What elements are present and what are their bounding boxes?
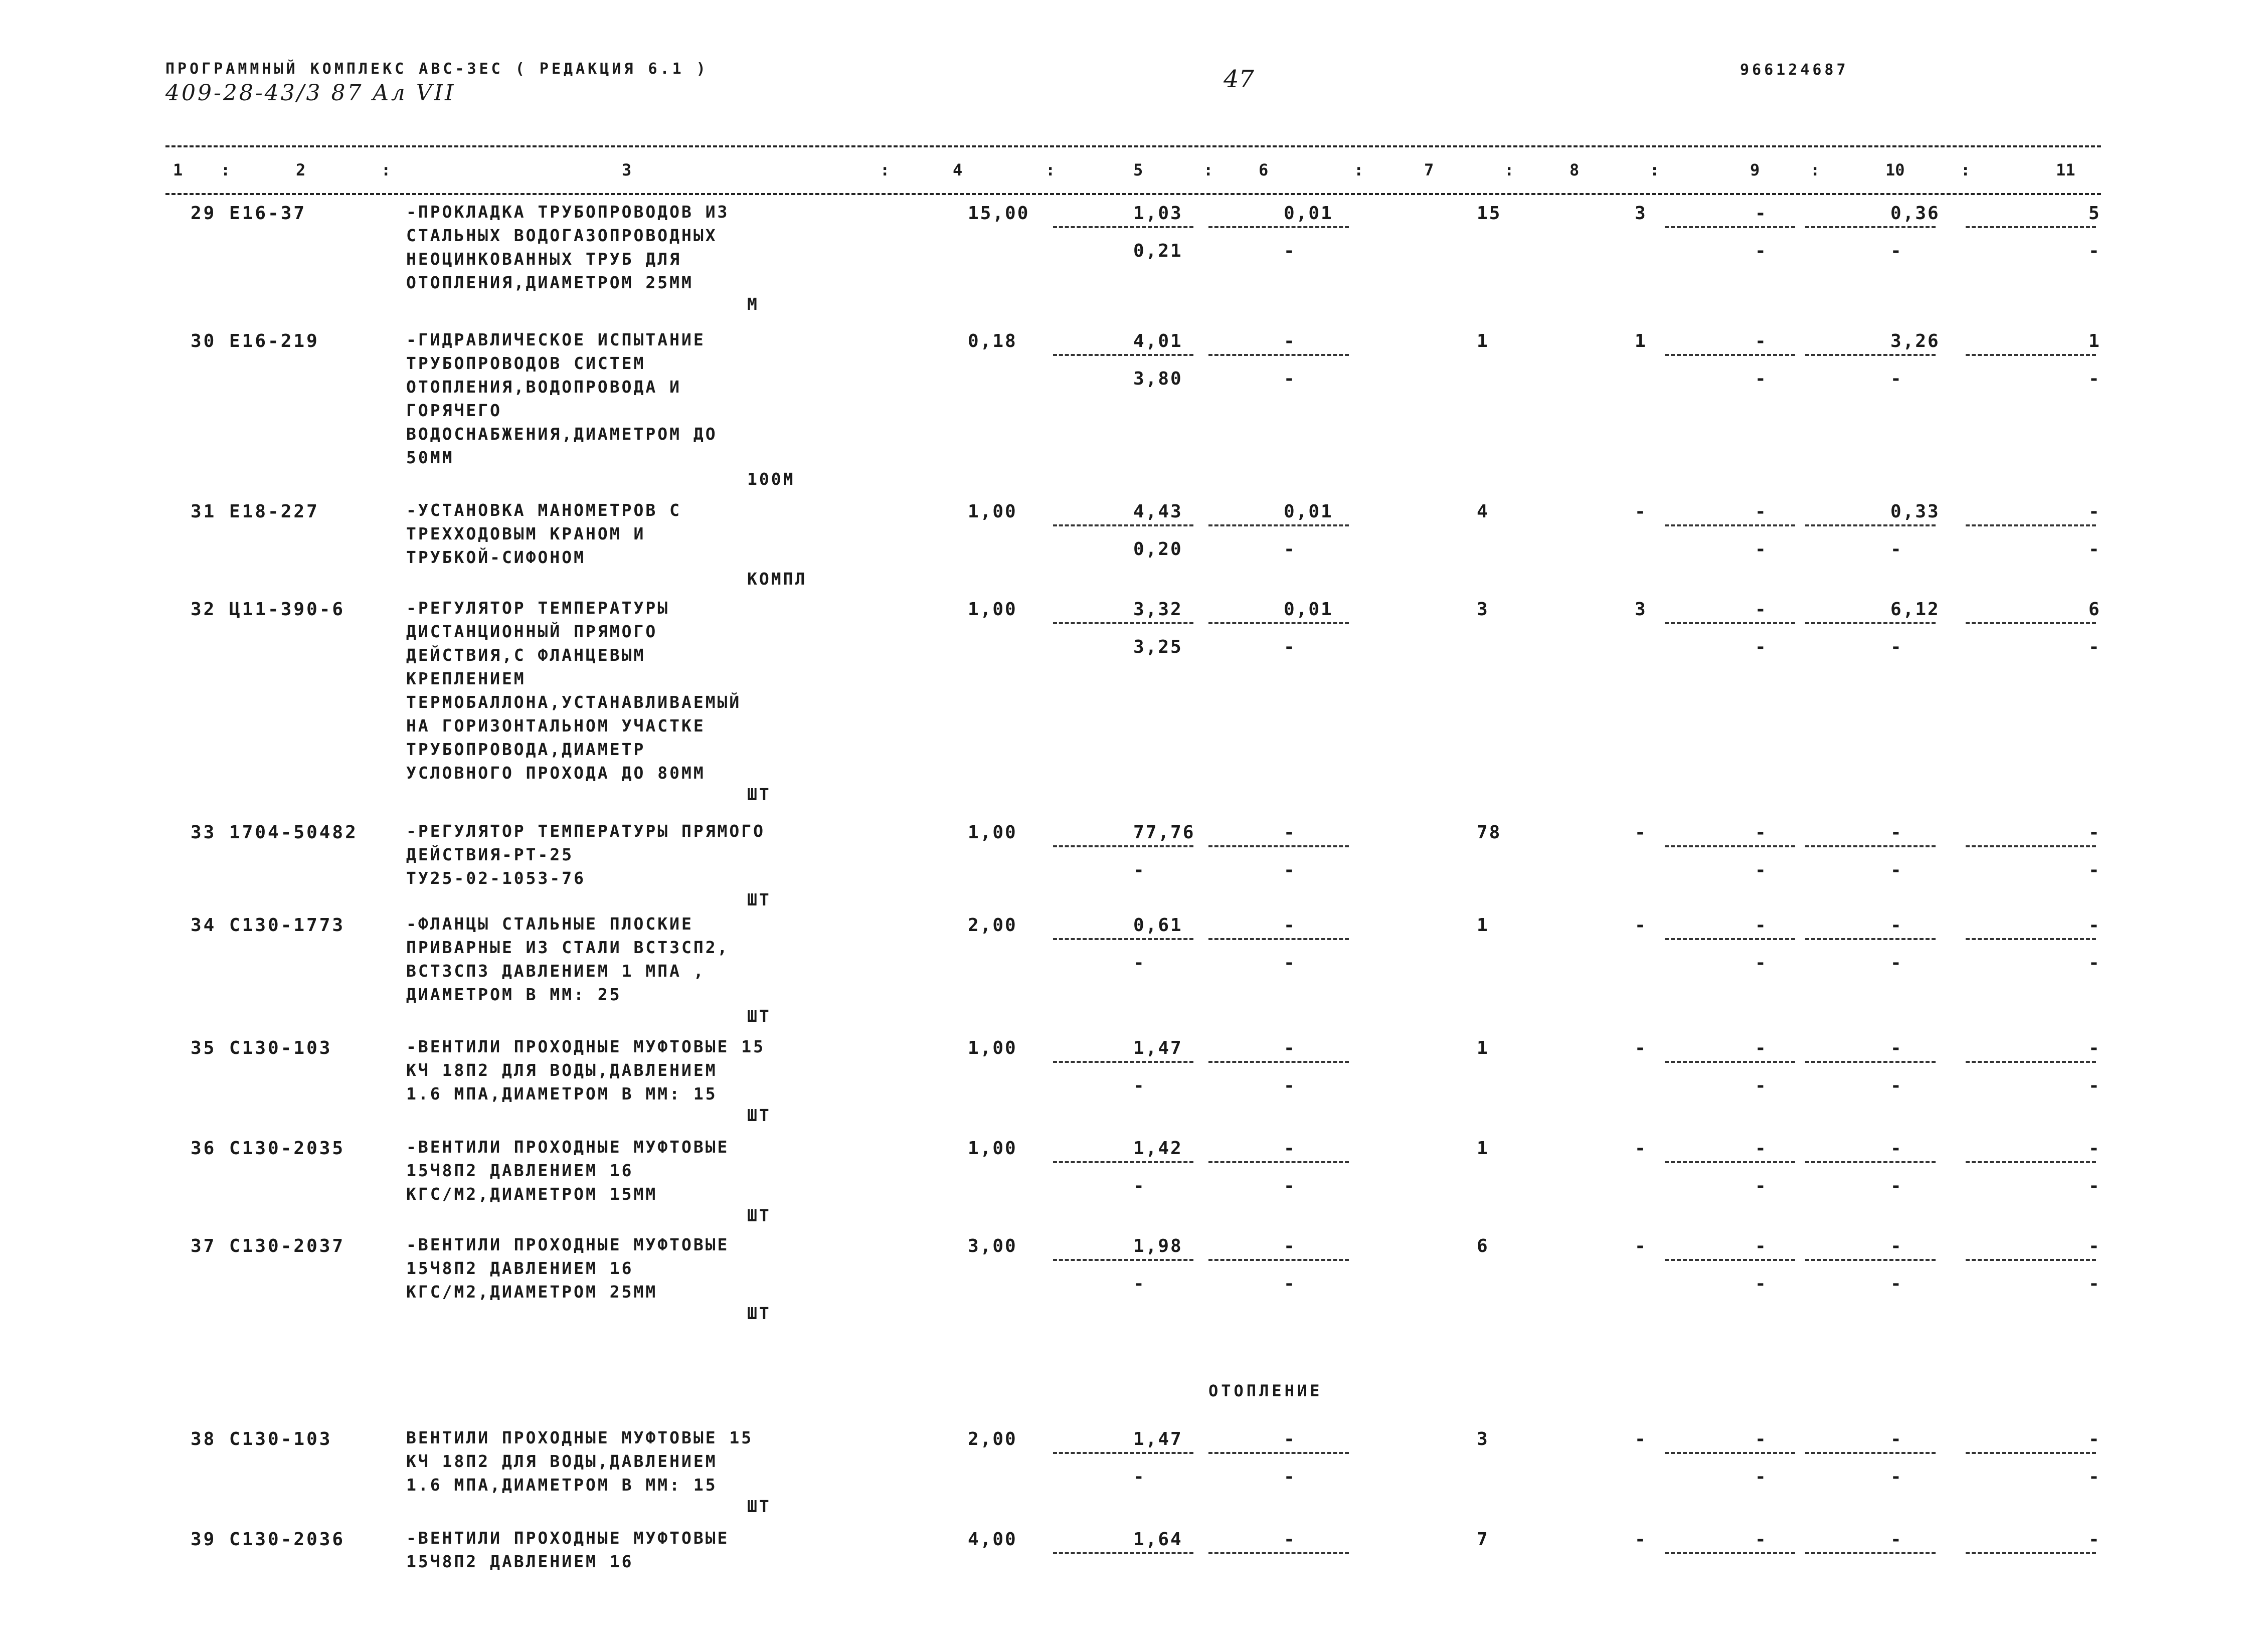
labor-value: - (1755, 860, 1768, 880)
fraction-line (1053, 622, 1193, 624)
unit-label: ШТ (747, 1206, 771, 1225)
total-value: 3 (1477, 1429, 1489, 1449)
total-value: 1 (1477, 1138, 1489, 1159)
quantity-value: 15,00 (968, 203, 1030, 224)
fraction-line (1208, 226, 1349, 228)
unit-label: М (747, 294, 759, 314)
column-separator: : (381, 160, 391, 179)
labor-value: - (1890, 637, 1903, 657)
position-code: 32 Ц11-390-6 (191, 599, 345, 620)
cost-value: - (1284, 1429, 1296, 1449)
fraction-line (1053, 354, 1193, 356)
fraction-line (1805, 1161, 1936, 1163)
fraction-line (1966, 524, 2096, 526)
labor-value: - (1890, 1075, 1903, 1096)
labor-value: - (2089, 1138, 2101, 1159)
labor-value: - (1755, 1529, 1768, 1550)
column-header: 1 (173, 160, 183, 179)
column-header: 2 (296, 160, 306, 179)
cost-value: - (1284, 369, 1296, 389)
cost-value: - (1284, 637, 1296, 657)
fraction-line (1665, 226, 1795, 228)
quantity-value: 3,00 (968, 1236, 1017, 1256)
fraction-line (1053, 1259, 1193, 1261)
total-value: 78 (1477, 822, 1502, 843)
fraction-line (1665, 354, 1795, 356)
total-value: - (1635, 915, 1647, 936)
cost-value: - (1284, 953, 1296, 973)
labor-value: 0,36 (1890, 203, 1940, 224)
labor-value: - (2089, 1236, 2101, 1256)
column-header: 4 (953, 160, 963, 179)
cost-value: - (1284, 1466, 1296, 1487)
fraction-line (1966, 1552, 2096, 1554)
labor-value: - (1755, 331, 1768, 351)
labor-value: - (1755, 599, 1768, 620)
column-header: 5 (1133, 160, 1143, 179)
cost-value: - (1284, 1075, 1296, 1096)
cost-value: - (1284, 1176, 1296, 1196)
cost-value: - (1284, 1273, 1296, 1294)
fraction-line (1053, 524, 1193, 526)
cost-value: 0,01 (1284, 599, 1333, 620)
labor-value: - (1755, 1429, 1768, 1449)
fraction-line (1805, 622, 1936, 624)
labor-value: - (1755, 1038, 1768, 1058)
labor-value: - (2089, 1176, 2101, 1196)
quantity-value: 1,00 (968, 822, 1017, 843)
unit-label: КОМПЛ (747, 569, 807, 589)
labor-value: - (1890, 1038, 1903, 1058)
fraction-line (1208, 1452, 1349, 1454)
column-separator: : (1354, 160, 1364, 179)
position-code: 37 С130-2037 (191, 1236, 345, 1256)
cost-value: 1,98 (1133, 1236, 1183, 1256)
quantity-value: 2,00 (968, 915, 1017, 936)
cost-value: - (1284, 915, 1296, 936)
labor-value: - (2089, 637, 2101, 657)
unit-label: ШТ (747, 1106, 771, 1125)
cost-value: - (1133, 1466, 1146, 1487)
fraction-line (1966, 354, 2096, 356)
cost-value: - (1284, 539, 1296, 560)
cost-value: 0,01 (1284, 501, 1333, 522)
work-description: -ПРОКЛАДКА ТРУБОПРОВОДОВ ИЗ СТАЛЬНЫХ ВОДОГАЗОПРОВОДНЫХ НЕОЦИНКОВАННЫХ ТРУБ ДЛЯ ОТОПЛЕНИЯ,ДИАМЕТРОМ 25ММ (406, 202, 730, 292)
page-number: 47 (1224, 65, 1255, 93)
labor-value: - (1755, 1466, 1768, 1487)
fraction-line (1665, 524, 1795, 526)
column-header: 9 (1750, 160, 1760, 179)
cost-value: - (1284, 1138, 1296, 1159)
fraction-line (1805, 1452, 1936, 1454)
labor-value: - (1890, 1529, 1903, 1550)
cost-value: - (1133, 860, 1146, 880)
work-description: -ГИДРАВЛИЧЕСКОЕ ИСПЫТАНИЕ ТРУБОПРОВОДОВ СИСТЕМ ОТОПЛЕНИЯ,ВОДОПРОВОДА И ГОРЯЧЕГО ВОДОСНАБЖЕНИЯ,ДИАМЕТРОМ ДО 50ММ (406, 330, 718, 467)
labor-value: - (1755, 953, 1768, 973)
total-value: 1 (1477, 1038, 1489, 1058)
labor-value: - (1755, 539, 1768, 560)
labor-value: - (1755, 915, 1768, 936)
fraction-line (1053, 1061, 1193, 1063)
unit-label: 100М (747, 469, 795, 489)
position-code: 36 С130-2035 (191, 1138, 345, 1159)
fraction-line (1966, 845, 2096, 847)
column-separator: : (1203, 160, 1213, 179)
cost-value: 3,25 (1133, 637, 1183, 657)
quantity-value: 1,00 (968, 1038, 1017, 1058)
fraction-line (1805, 354, 1936, 356)
fraction-line (1053, 938, 1193, 940)
labor-value: - (2089, 915, 2101, 936)
fraction-line (1805, 1259, 1936, 1261)
labor-value: - (1890, 241, 1903, 261)
labor-value: - (2089, 539, 2101, 560)
fraction-line (1966, 938, 2096, 940)
cost-value: - (1284, 822, 1296, 843)
labor-value: 1 (2089, 331, 2101, 351)
position-code: 31 Е18-227 (191, 501, 319, 522)
fraction-line (1805, 226, 1936, 228)
quantity-value: 1,00 (968, 501, 1017, 522)
position-code: 33 1704-50482 (191, 822, 358, 843)
labor-value: - (1755, 369, 1768, 389)
labor-value: - (1755, 1236, 1768, 1256)
labor-value: - (2089, 1429, 2101, 1449)
column-header: 8 (1570, 160, 1580, 179)
unit-label: ШТ (747, 1497, 771, 1516)
total-value: - (1635, 1138, 1647, 1159)
labor-value: - (2089, 822, 2101, 843)
cost-value: 0,20 (1133, 539, 1183, 560)
labor-value: - (1890, 953, 1903, 973)
labor-value: - (2089, 369, 2101, 389)
cost-value: - (1284, 241, 1296, 261)
fraction-line (1966, 226, 2096, 228)
cost-value: - (1133, 1075, 1146, 1096)
column-separator: : (221, 160, 231, 179)
labor-value: 0,33 (1890, 501, 1940, 522)
document-number: 966124687 (1740, 61, 1849, 79)
fraction-line (1208, 354, 1349, 356)
labor-value: - (1890, 915, 1903, 936)
labor-value: - (1755, 637, 1768, 657)
total-value: - (1635, 1529, 1647, 1550)
top-rule (165, 145, 2101, 147)
total-value: 15 (1477, 203, 1502, 224)
total-value: 6 (1477, 1236, 1489, 1256)
labor-value: - (1755, 1273, 1768, 1294)
cost-value: 1,64 (1133, 1529, 1183, 1550)
fraction-line (1805, 1552, 1936, 1554)
total-value: - (1635, 501, 1647, 522)
column-separator: : (880, 160, 890, 179)
cost-value: 0,01 (1284, 203, 1333, 224)
total-value: 3 (1635, 599, 1647, 620)
total-value: 3 (1477, 599, 1489, 620)
fraction-line (1665, 1259, 1795, 1261)
cost-value: 1,47 (1133, 1038, 1183, 1058)
labor-value: - (1890, 1466, 1903, 1487)
work-description: -РЕГУЛЯТОР ТЕМПЕРАТУРЫ ДИСТАНЦИОННЫЙ ПРЯМОГО ДЕЙСТВИЯ,С ФЛАНЦЕВЫМ КРЕПЛЕНИЕМ ТЕРМОБАЛЛОНА,УСТАНАВЛИВАЕМЫЙ НА ГОРИЗОНТАЛЬНОМ УЧАСТКЕ ТРУБОПРОВОДА,ДИАМЕТР УСЛОВНОГО ПРОХОДА ДО 80ММ (406, 598, 742, 783)
labor-value: - (1890, 860, 1903, 880)
labor-value: - (1755, 1138, 1768, 1159)
section-title: ОТОПЛЕНИЕ (1208, 1381, 1323, 1400)
labor-value: - (1890, 1176, 1903, 1196)
work-description: -ВЕНТИЛИ ПРОХОДНЫЕ МУФТОВЫЕ 15Ч8П2 ДАВЛЕНИЕМ 16 КГС/М2,ДИАМЕТРОМ 15ММ (406, 1137, 730, 1204)
total-value: 7 (1477, 1529, 1489, 1550)
cost-value: - (1284, 331, 1296, 351)
cost-value: 1,03 (1133, 203, 1183, 224)
unit-label: ШТ (747, 1304, 771, 1323)
fraction-line (1966, 1161, 2096, 1163)
fraction-line (1966, 622, 2096, 624)
total-value: - (1635, 1236, 1647, 1256)
work-description: -ВЕНТИЛИ ПРОХОДНЫЕ МУФТОВЫЕ 15Ч8П2 ДАВЛЕНИЕМ 16 КГС/М2,ДИАМЕТРОМ 25ММ (406, 1235, 730, 1302)
fraction-line (1665, 622, 1795, 624)
cost-value: 1,47 (1133, 1429, 1183, 1449)
column-header: 11 (2056, 160, 2075, 179)
column-separator: : (1810, 160, 1820, 179)
labor-value: - (1890, 1236, 1903, 1256)
quantity-value: 1,00 (968, 599, 1017, 620)
unit-label: ШТ (747, 785, 771, 804)
labor-value: - (2089, 1529, 2101, 1550)
fraction-line (1665, 1161, 1795, 1163)
fraction-line (1665, 1452, 1795, 1454)
work-description: -ВЕНТИЛИ ПРОХОДНЫЕ МУФТОВЫЕ 15 КЧ 18П2 ДЛЯ ВОДЫ,ДАВЛЕНИЕМ 1.6 МПА,ДИАМЕТРОМ В ММ: 15 (406, 1037, 766, 1104)
fraction-line (1665, 1061, 1795, 1063)
fraction-line (1665, 1552, 1795, 1554)
quantity-value: 2,00 (968, 1429, 1017, 1449)
work-description: -УСТАНОВКА МАНОМЕТРОВ С ТРЕХХОДОВЫМ КРАНОМ И ТРУБКОЙ-СИФОНОМ (406, 500, 681, 567)
labor-value: - (1890, 539, 1903, 560)
labor-value: 6 (2089, 599, 2101, 620)
column-header: 6 (1259, 160, 1269, 179)
cost-value: - (1133, 1273, 1146, 1294)
cost-value: 1,42 (1133, 1138, 1183, 1159)
labor-value: - (2089, 1466, 2101, 1487)
labor-value: - (2089, 241, 2101, 261)
fraction-line (1805, 1061, 1936, 1063)
work-description: -ВЕНТИЛИ ПРОХОДНЫЕ МУФТОВЫЕ 15Ч8П2 ДАВЛЕНИЕМ 16 (406, 1528, 730, 1571)
column-header: 10 (1885, 160, 1905, 179)
labor-value: - (1890, 369, 1903, 389)
labor-value: - (1755, 501, 1768, 522)
labor-value: - (1755, 241, 1768, 261)
header-rule (165, 193, 2101, 195)
labor-value: - (2089, 1273, 2101, 1294)
unit-label: ШТ (747, 890, 771, 909)
fraction-line (1665, 845, 1795, 847)
labor-value: 5 (2089, 203, 2101, 224)
cost-value: 77,76 (1133, 822, 1195, 843)
fraction-line (1053, 1452, 1193, 1454)
unit-label: ШТ (747, 1006, 771, 1026)
labor-value: - (1755, 1176, 1768, 1196)
labor-value: 6,12 (1890, 599, 1940, 620)
cost-value: - (1284, 1529, 1296, 1550)
cost-value: - (1284, 860, 1296, 880)
position-code: 34 С130-1773 (191, 915, 345, 936)
fraction-line (1208, 938, 1349, 940)
total-value: 1 (1477, 331, 1489, 351)
fraction-line (1053, 1552, 1193, 1554)
total-value: - (1635, 1429, 1647, 1449)
fraction-line (1805, 524, 1936, 526)
total-value: 1 (1477, 915, 1489, 936)
work-description: -РЕГУЛЯТОР ТЕМПЕРАТУРЫ ПРЯМОГО ДЕЙСТВИЯ-РТ-25 ТУ25-02-1053-76 (406, 821, 766, 888)
cost-value: 0,21 (1133, 241, 1183, 261)
column-separator: : (1046, 160, 1056, 179)
labor-value: - (1890, 1273, 1903, 1294)
column-separator: : (1650, 160, 1660, 179)
fraction-line (1805, 845, 1936, 847)
program-header: ПРОГРАММНЫЙ КОМПЛЕКС АВС-ЗЕС ( РЕДАКЦИЯ 6.1 ) (165, 60, 709, 78)
fraction-line (1208, 1259, 1349, 1261)
position-code: 39 С130-2036 (191, 1529, 345, 1550)
quantity-value: 4,00 (968, 1529, 1017, 1550)
fraction-line (1208, 622, 1349, 624)
fraction-line (1805, 938, 1936, 940)
fraction-line (1208, 524, 1349, 526)
cost-value: 3,80 (1133, 369, 1183, 389)
labor-value: - (2089, 1075, 2101, 1096)
cost-value: 4,01 (1133, 331, 1183, 351)
fraction-line (1053, 845, 1193, 847)
handwritten-code: 409-28-43/3 87 Ал VII (165, 80, 456, 106)
quantity-value: 1,00 (968, 1138, 1017, 1159)
labor-value: - (1890, 1429, 1903, 1449)
position-code: 38 С130-103 (191, 1429, 332, 1449)
work-description: -ФЛАНЦЫ СТАЛЬНЫЕ ПЛОСКИЕ ПРИВАРНЫЕ ИЗ СТАЛИ ВСТ3СП2, ВСТ3СП3 ДАВЛЕНИЕМ 1 МПА , ДИАМЕТРОМ В ММ: 25 (406, 914, 730, 1004)
position-code: 35 С130-103 (191, 1038, 332, 1058)
labor-value: - (1755, 1075, 1768, 1096)
work-description: ВЕНТИЛИ ПРОХОДНЫЕ МУФТОВЫЕ 15 КЧ 18П2 ДЛЯ ВОДЫ,ДАВЛЕНИЕМ 1.6 МПА,ДИАМЕТРОМ В ММ: 15 (406, 1428, 754, 1495)
column-separator: : (1504, 160, 1514, 179)
fraction-line (1208, 845, 1349, 847)
total-value: 4 (1477, 501, 1489, 522)
labor-value: - (2089, 501, 2101, 522)
cost-value: 4,43 (1133, 501, 1183, 522)
position-code: 29 Е16-37 (191, 203, 307, 224)
total-value: - (1635, 1038, 1647, 1058)
labor-value: - (1890, 1138, 1903, 1159)
position-code: 30 Е16-219 (191, 331, 319, 351)
fraction-line (1966, 1259, 2096, 1261)
fraction-line (1053, 1161, 1193, 1163)
fraction-line (1966, 1452, 2096, 1454)
cost-value: - (1133, 953, 1146, 973)
total-value: - (1635, 822, 1647, 843)
total-value: 3 (1635, 203, 1647, 224)
labor-value: - (2089, 1038, 2101, 1058)
cost-value: 0,61 (1133, 915, 1183, 936)
labor-value: - (1890, 822, 1903, 843)
fraction-line (1966, 1061, 2096, 1063)
fraction-line (1208, 1161, 1349, 1163)
labor-value: 3,26 (1890, 331, 1940, 351)
quantity-value: 0,18 (968, 331, 1017, 351)
cost-value: - (1133, 1176, 1146, 1196)
cost-value: - (1284, 1236, 1296, 1256)
labor-value: - (2089, 860, 2101, 880)
labor-value: - (1755, 822, 1768, 843)
labor-value: - (1755, 203, 1768, 224)
fraction-line (1665, 938, 1795, 940)
fraction-line (1208, 1061, 1349, 1063)
cost-value: 3,32 (1133, 599, 1183, 620)
cost-value: - (1284, 1038, 1296, 1058)
column-separator: : (1961, 160, 1971, 179)
fraction-line (1053, 226, 1193, 228)
fraction-line (1208, 1552, 1349, 1554)
labor-value: - (2089, 953, 2101, 973)
column-header: 7 (1424, 160, 1434, 179)
column-header: 3 (622, 160, 632, 179)
total-value: 1 (1635, 331, 1647, 351)
